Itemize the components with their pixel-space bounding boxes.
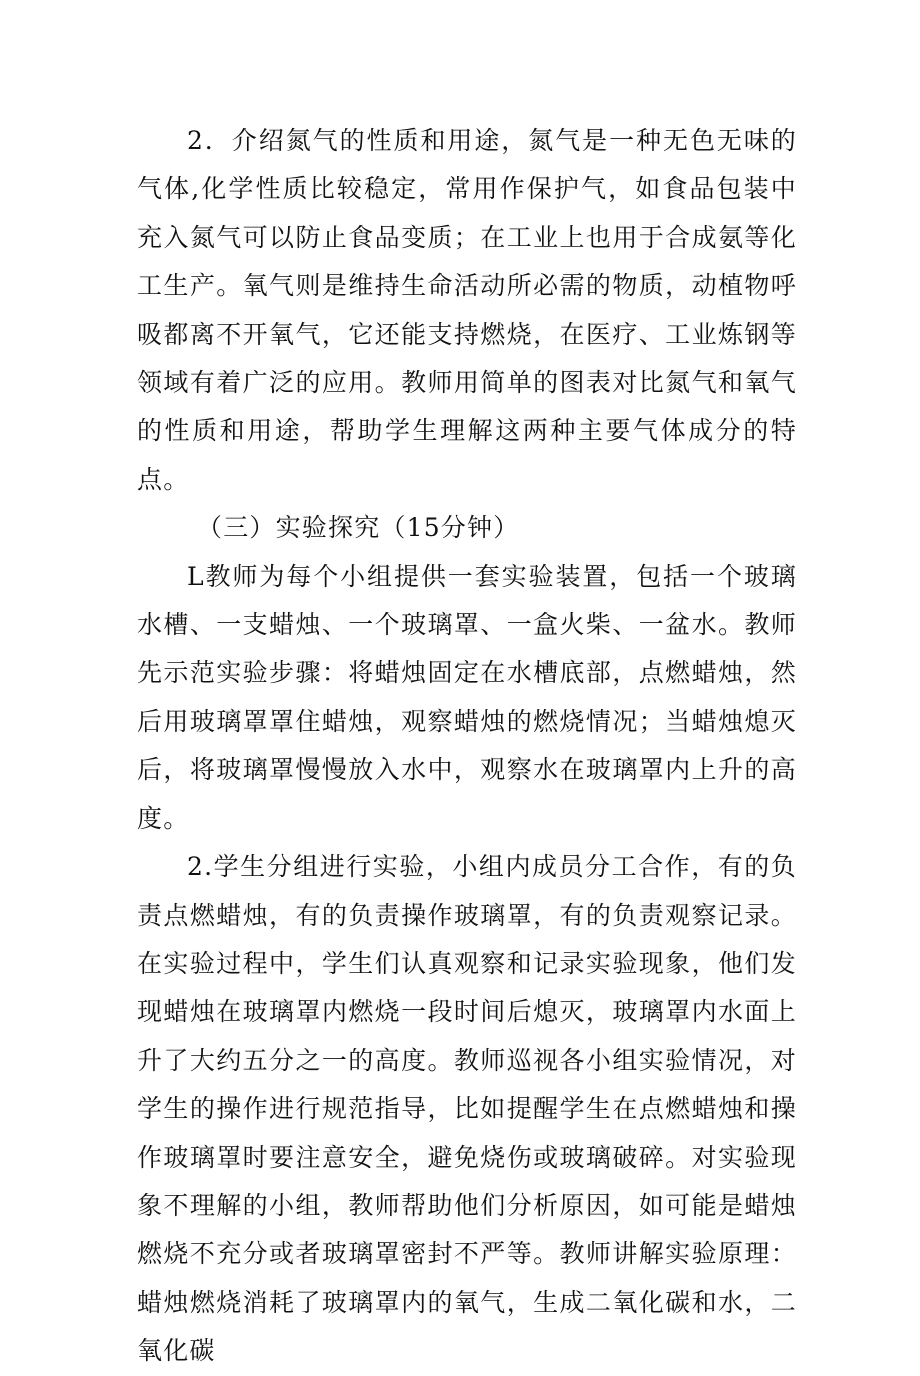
document-body (137, 117, 797, 1376)
section-heading-experiment: （三）实验探究（15分钟） (197, 513, 520, 543)
paragraph-nitrogen-oxygen: 2．介绍氮气的性质和用途，氮气是一种无色无味的气体,化学性质比较稳定，常用作保护气，如食品包装中充入氮气可以防止食品变质；在工业上也用于合成氨等化工生产。氧气则是维持生命活动所必需的物质，动植物呼吸都离不开氧气，它还能支持燃烧，在医疗、工业炼钢等领域有着广泛的应用。教师用简单的图表对比氮气和氧气的性质和用途，帮助学生理解这两种主要气体成分的特点。 (137, 126, 797, 494)
paragraph-group-experiment: 2.学生分组进行实验，小组内成员分工合作，有的负责点燃蜡烛，有的负责操作玻璃罩，有的负责观察记录。在实验过程中，学生们认真观察和记录实验现象，他们发现蜡烛在玻璃罩内燃烧一段时间后熄灭，玻璃罩内水面上升了大约五分之一的高度。教师巡视各小组实验情况，对学生的操作进行规范指导，比如提醒学生在点燃蜡烛和操作玻璃罩时要注意安全，避免烧伤或玻璃破碎。对实验现象不理解的小组，教师帮助他们分析原因，如可能是蜡烛燃烧不充分或者玻璃罩密封不严等。教师讲解实验原理：蜡烛燃烧消耗了玻璃罩内的氧气，生成二氧化碳和水，二氧化碳 (137, 852, 797, 1366)
paragraph-experiment-setup: L教师为每个小组提供一套实验装置，包括一个玻璃水槽、一支蜡烛、一个玻璃罩、一盒火柴、一盆水。教师先示范实验步骤：将蜡烛固定在水槽底部，点燃蜡烛，然后用玻璃罩罩住蜡烛，观察蜡烛的燃烧情况；当蜡烛熄灭后，将玻璃罩慢慢放入水中，观察水在玻璃罩内上升的高度。 (137, 561, 797, 833)
